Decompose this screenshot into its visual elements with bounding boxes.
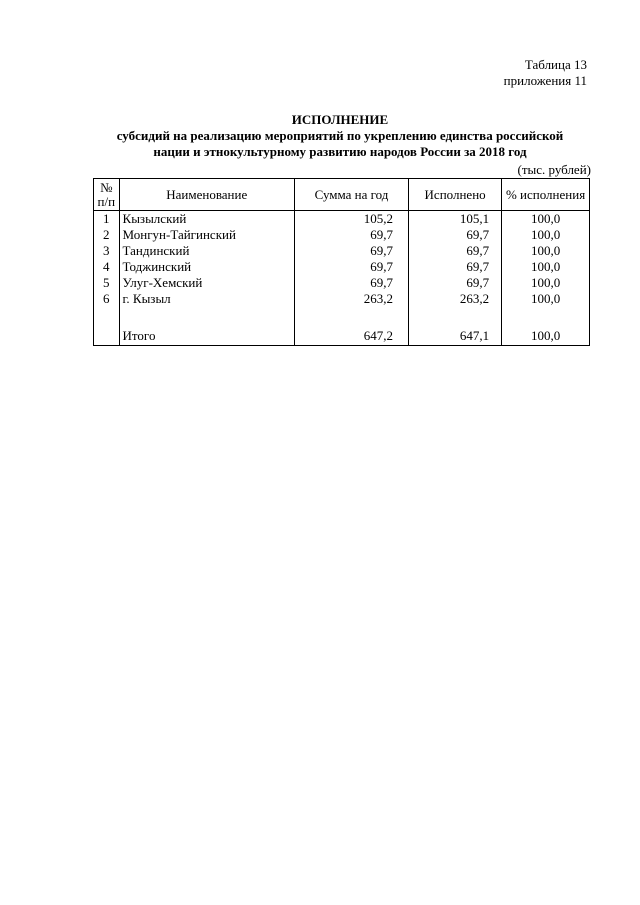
table-row <box>94 259 590 275</box>
appendix-reference: приложения 11 <box>503 73 587 88</box>
cell-executed: 105,1 <box>409 211 502 228</box>
cell-name: Кызылский <box>119 211 294 228</box>
cell-num <box>94 327 120 346</box>
col-header-num: № п/п <box>94 179 120 211</box>
units-note: (тыс. рублей) <box>517 162 591 177</box>
document-subtitle-line1: субсидий на реализацию мероприятий по укреплению единства российской <box>116 128 564 143</box>
cell-name: Улуг-Хемский <box>119 275 294 291</box>
cell-executed: 263,2 <box>409 291 502 307</box>
cell-percent: 100,0 <box>502 275 590 291</box>
cell-num: 1 <box>94 211 120 228</box>
cell-percent: 100,0 <box>502 227 590 243</box>
cell-percent: 100,0 <box>502 211 590 228</box>
cell-executed: 69,7 <box>409 259 502 275</box>
cell-num: 4 <box>94 259 120 275</box>
document-subtitle-line2: нации и этнокультурному развитию народов России за 2018 год <box>153 144 527 159</box>
cell-name: г. Кызыл <box>119 291 294 307</box>
table-total-row <box>94 327 590 346</box>
cell-percent: 100,0 <box>502 259 590 275</box>
table-row <box>94 275 590 291</box>
cell-sum: 69,7 <box>294 227 408 243</box>
table-row <box>94 243 590 259</box>
cell-total-executed: 647,1 <box>409 327 502 346</box>
cell-name: Тоджинский <box>119 259 294 275</box>
cell-total-sum: 647,2 <box>294 327 408 346</box>
execution-table <box>93 178 590 346</box>
col-header-sum: Сумма на год <box>294 179 408 211</box>
cell-sum: 69,7 <box>294 275 408 291</box>
col-header-executed: Исполнено <box>409 179 502 211</box>
cell-num: 5 <box>94 275 120 291</box>
table-row <box>94 227 590 243</box>
col-header-name: Наименование <box>119 179 294 211</box>
cell-percent: 100,0 <box>502 291 590 307</box>
table-row <box>94 211 590 228</box>
col-header-percent: % исполнения <box>502 179 590 211</box>
cell-name: Тандинский <box>119 243 294 259</box>
cell-num: 3 <box>94 243 120 259</box>
cell-name: Монгун-Тайгинский <box>119 227 294 243</box>
table-reference: Таблица 13 <box>524 57 587 72</box>
cell-sum: 263,2 <box>294 291 408 307</box>
table-spacer-row <box>94 307 590 327</box>
cell-sum: 105,2 <box>294 211 408 228</box>
cell-total-percent: 100,0 <box>502 327 590 346</box>
cell-executed: 69,7 <box>409 227 502 243</box>
table-row <box>94 291 590 307</box>
document-title: ИСПОЛНЕНИЕ <box>291 112 389 127</box>
cell-executed: 69,7 <box>409 275 502 291</box>
cell-sum: 69,7 <box>294 243 408 259</box>
cell-percent: 100,0 <box>502 243 590 259</box>
cell-num: 2 <box>94 227 120 243</box>
cell-total-label: Итого <box>119 327 294 346</box>
table-header-row <box>94 179 590 211</box>
cell-sum: 69,7 <box>294 259 408 275</box>
cell-num: 6 <box>94 291 120 307</box>
cell-executed: 69,7 <box>409 243 502 259</box>
